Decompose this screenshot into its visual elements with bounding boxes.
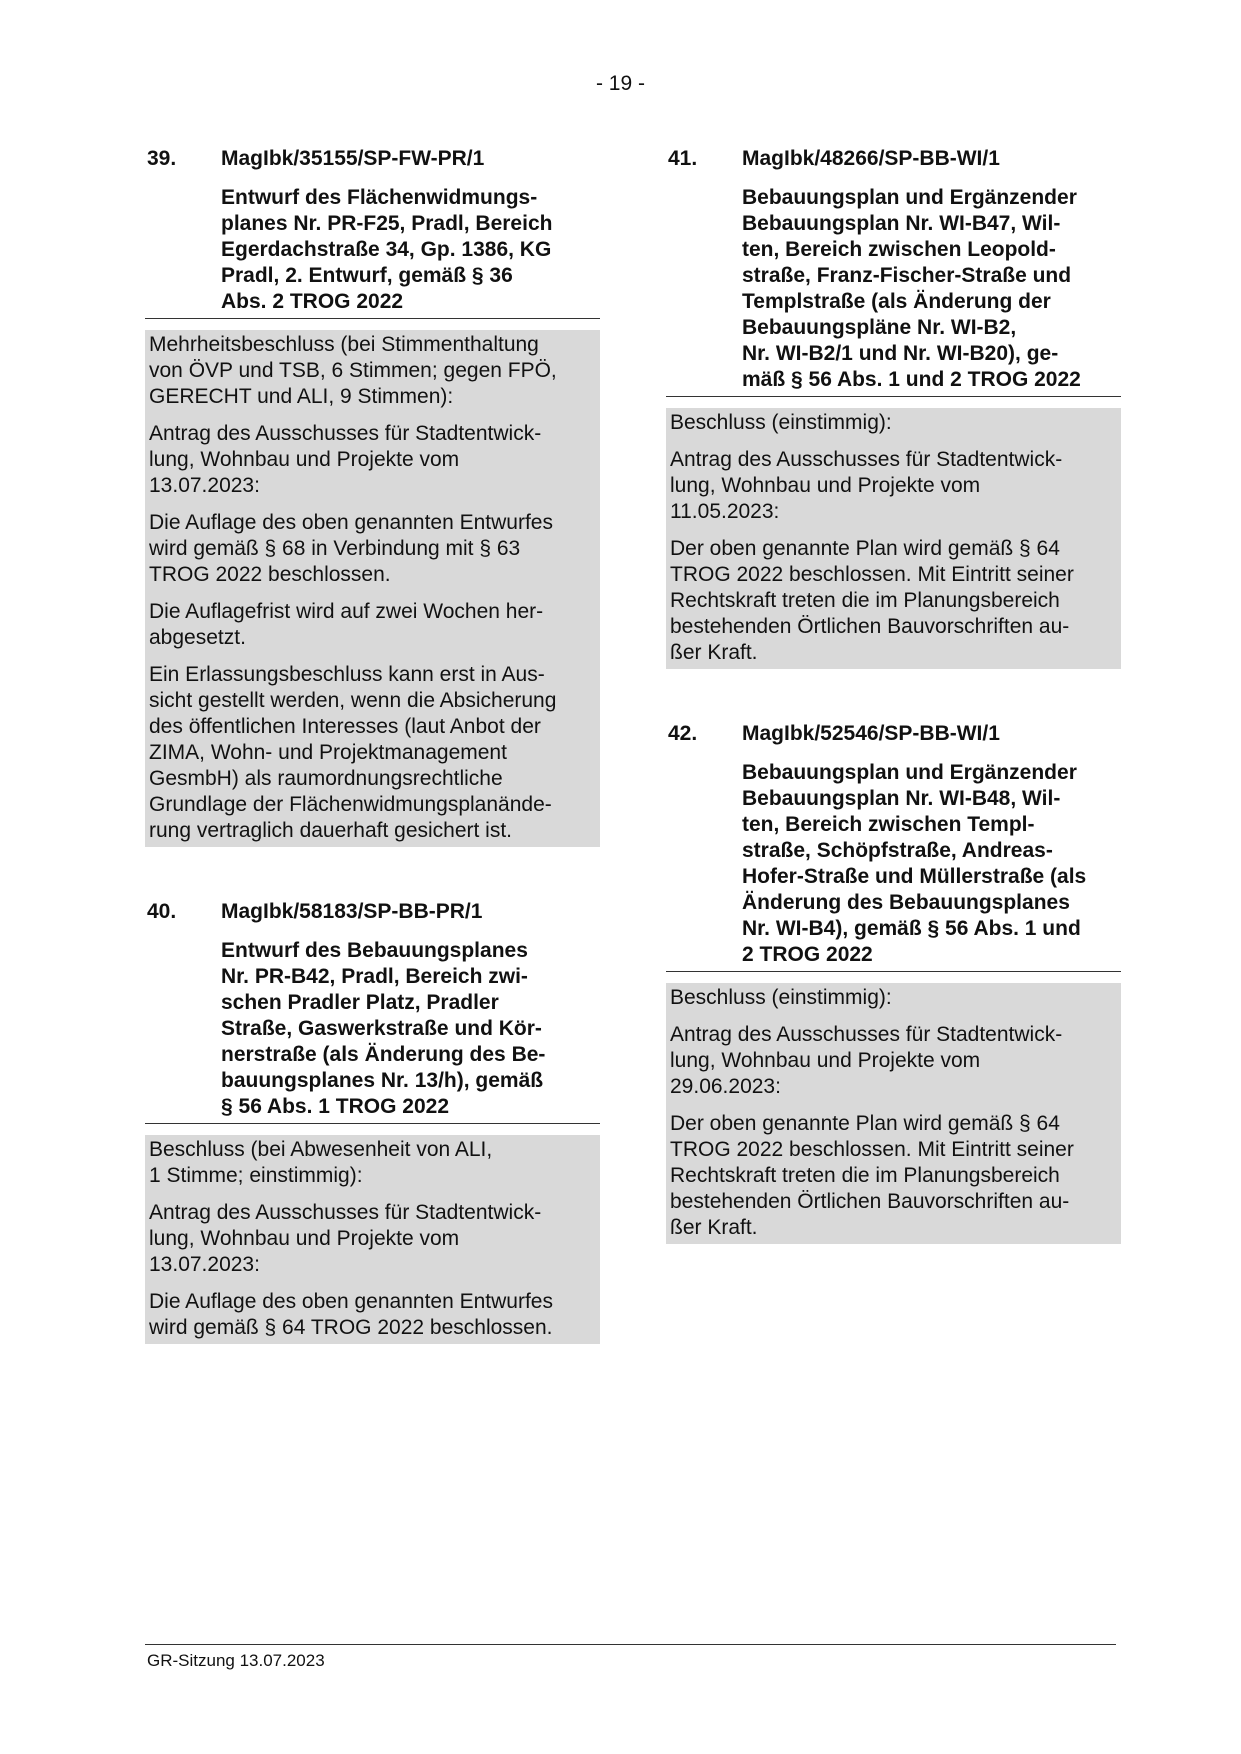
paragraph-line: Grundlage der Flächenwidmungsplanände- — [149, 793, 552, 816]
agenda-item-number: 42. — [668, 722, 698, 745]
resolution-paragraph — [670, 985, 1117, 1011]
paragraph-line: TROG 2022 beschlossen. — [149, 563, 391, 586]
paragraph-line: Mehrheitsbeschluss (bei Stimmenthaltung — [149, 333, 539, 356]
paragraph-line: TROG 2022 beschlossen. Mit Eintritt seiner — [670, 1138, 1074, 1161]
agenda-item — [666, 146, 1121, 669]
paragraph-line: TROG 2022 beschlossen. Mit Eintritt seiner — [670, 563, 1074, 586]
title-line: planes Nr. PR-F25, Pradl, Bereich — [221, 212, 553, 235]
title-line: Entwurf des Flächenwidmungs- — [221, 186, 538, 209]
paragraph-line: ßer Kraft. — [670, 641, 758, 664]
title-line: straße, Franz-Fischer-Straße und — [742, 264, 1072, 287]
footer-divider — [145, 1644, 1116, 1645]
paragraph-line: Der oben genannte Plan wird gemäß § 64 — [670, 537, 1060, 560]
paragraph-line: GERECHT und ALI, 9 Stimmen): — [149, 385, 454, 408]
paragraph-line: des öffentlichen Interesses (laut Anbot der — [149, 715, 541, 738]
title-line: Bebauungsplan und Ergänzender — [742, 186, 1077, 209]
resolution-box — [666, 983, 1121, 1244]
paragraph-line: bestehenden Örtlichen Bauvorschriften au- — [670, 1190, 1070, 1213]
title-line: Entwurf des Bebauungsplanes — [221, 939, 528, 962]
paragraph-line: Rechtskraft treten die im Planungsbereich — [670, 1164, 1060, 1187]
paragraph-line: lung, Wohnbau und Projekte vom — [670, 474, 981, 497]
agenda-item-header — [145, 899, 600, 925]
paragraph-line: 13.07.2023: — [149, 474, 260, 497]
paragraph-line: Antrag des Ausschusses für Stadtentwick- — [670, 1023, 1063, 1046]
agenda-item-reference: MagIbk/52546/SP-BB-WI/1 — [742, 722, 1000, 745]
title-line: Nr. WI-B4), gemäß § 56 Abs. 1 und — [742, 917, 1081, 940]
paragraph-line: abgesetzt. — [149, 626, 246, 649]
footer-session-date: GR-Sitzung 13.07.2023 — [147, 1651, 325, 1670]
title-line: nerstraße (als Änderung des Be- — [221, 1043, 546, 1066]
paragraph-line: lung, Wohnbau und Projekte vom — [149, 448, 460, 471]
paragraph-line: Ein Erlassungsbeschluss kann erst in Aus- — [149, 663, 545, 686]
agenda-item-reference: MagIbk/48266/SP-BB-WI/1 — [742, 147, 1000, 170]
resolution-paragraph — [149, 1200, 596, 1278]
resolution-paragraph — [149, 662, 596, 844]
paragraph-line: rung vertraglich dauerhaft gesichert ist. — [149, 819, 513, 842]
paragraph-line: Antrag des Ausschusses für Stadtentwick- — [670, 448, 1063, 471]
resolution-paragraph — [670, 447, 1117, 525]
agenda-item-number: 41. — [668, 147, 698, 170]
paragraph-line: wird gemäß § 68 in Verbindung mit § 63 — [149, 537, 521, 560]
paragraph-line: Beschluss (einstimmig): — [670, 986, 892, 1009]
title-line: schen Pradler Platz, Pradler — [221, 991, 499, 1014]
title-line: Änderung des Bebauungsplanes — [742, 891, 1070, 914]
paragraph-line: wird gemäß § 64 TROG 2022 beschlossen. — [149, 1316, 553, 1339]
title-line: Egerdachstraße 34, Gp. 1386, KG — [221, 238, 552, 261]
resolution-box — [145, 330, 600, 847]
paragraph-line: sicht gestellt werden, wenn die Absicherung — [149, 689, 557, 712]
title-line: straße, Schöpfstraße, Andreas- — [742, 839, 1053, 862]
agenda-item-title — [742, 185, 1121, 393]
title-line: Straße, Gaswerkstraße und Kör- — [221, 1017, 542, 1040]
resolution-paragraph — [149, 599, 596, 651]
title-line: Bebauungsplan Nr. WI-B47, Wil- — [742, 212, 1061, 235]
paragraph-line: Antrag des Ausschusses für Stadtentwick- — [149, 1201, 542, 1224]
paragraph-line: Beschluss (bei Abwesenheit von ALI, — [149, 1138, 493, 1161]
agenda-item-header — [666, 146, 1121, 172]
title-line: Bebauungsplan Nr. WI-B48, Wil- — [742, 787, 1061, 810]
paragraph-line: bestehenden Örtlichen Bauvorschriften au- — [670, 615, 1070, 638]
title-line: Bebauungspläne Nr. WI-B2, — [742, 316, 1017, 339]
title-line: Pradl, 2. Entwurf, gemäß § 36 — [221, 264, 513, 287]
page-number: - 19 - — [595, 72, 645, 95]
resolution-paragraph — [670, 1022, 1117, 1100]
paragraph-line: lung, Wohnbau und Projekte vom — [149, 1227, 460, 1250]
agenda-item-reference: MagIbk/58183/SP-BB-PR/1 — [221, 900, 483, 923]
title-line: mäß § 56 Abs. 1 und 2 TROG 2022 — [742, 368, 1081, 391]
paragraph-line: 13.07.2023: — [149, 1253, 260, 1276]
paragraph-line: Antrag des Ausschusses für Stadtentwick- — [149, 422, 542, 445]
paragraph-line: Die Auflage des oben genannten Entwurfes — [149, 1290, 553, 1313]
title-line: ten, Bereich zwischen Leopold- — [742, 238, 1056, 261]
agenda-item-title-block — [145, 938, 600, 1124]
agenda-item-number: 40. — [147, 900, 177, 923]
title-line: Nr. PR-B42, Pradl, Bereich zwi- — [221, 965, 528, 988]
paragraph-line: Die Auflage des oben genannten Entwurfes — [149, 511, 553, 534]
resolution-paragraph — [149, 332, 596, 410]
agenda-item-title-block — [666, 760, 1121, 972]
paragraph-line: ZIMA, Wohn- und Projektmanagement — [149, 741, 507, 764]
resolution-box — [145, 1135, 600, 1344]
agenda-item-number: 39. — [147, 147, 177, 170]
agenda-item-title — [221, 938, 600, 1120]
title-line: Templstraße (als Änderung der — [742, 290, 1051, 313]
resolution-paragraph — [670, 536, 1117, 666]
title-line: § 56 Abs. 1 TROG 2022 — [221, 1095, 449, 1118]
agenda-item-title — [221, 185, 600, 315]
paragraph-line: 11.05.2023: — [670, 500, 780, 523]
agenda-item — [666, 721, 1121, 1244]
resolution-paragraph — [149, 510, 596, 588]
agenda-item — [145, 146, 600, 847]
resolution-paragraph — [149, 1137, 596, 1189]
paragraph-line: 1 Stimme; einstimmig): — [149, 1164, 363, 1187]
paragraph-line: GesmbH) als raumordnungsrechtliche — [149, 767, 503, 790]
title-line: ten, Bereich zwischen Templ- — [742, 813, 1035, 836]
paragraph-line: von ÖVP und TSB, 6 Stimmen; gegen FPÖ, — [149, 359, 557, 382]
agenda-item-header — [145, 146, 600, 172]
agenda-item-header — [666, 721, 1121, 747]
paragraph-line: lung, Wohnbau und Projekte vom — [670, 1049, 981, 1072]
agenda-item — [145, 899, 600, 1344]
resolution-paragraph — [670, 1111, 1117, 1241]
resolution-paragraph — [149, 421, 596, 499]
resolution-paragraph — [149, 1289, 596, 1341]
agenda-item-title-block — [666, 185, 1121, 397]
title-line: Bebauungsplan und Ergänzender — [742, 761, 1077, 784]
title-line: Abs. 2 TROG 2022 — [221, 290, 404, 313]
agenda-item-reference: MagIbk/35155/SP-FW-PR/1 — [221, 147, 485, 170]
paragraph-line: Die Auflagefrist wird auf zwei Wochen her- — [149, 600, 544, 623]
agenda-item-title — [742, 760, 1121, 968]
agenda-item-title-block — [145, 185, 600, 319]
paragraph-line: Der oben genannte Plan wird gemäß § 64 — [670, 1112, 1060, 1135]
resolution-box — [666, 408, 1121, 669]
resolution-paragraph — [670, 410, 1117, 436]
title-line: 2 TROG 2022 — [742, 943, 873, 966]
left-column — [145, 146, 600, 1344]
paragraph-line: ßer Kraft. — [670, 1216, 758, 1239]
title-line: Nr. WI-B2/1 und Nr. WI-B20), ge- — [742, 342, 1059, 365]
paragraph-line: Beschluss (einstimmig): — [670, 411, 892, 434]
right-column — [666, 146, 1121, 1244]
title-line: Hofer-Straße und Müllerstraße (als — [742, 865, 1087, 888]
paragraph-line: Rechtskraft treten die im Planungsbereich — [670, 589, 1060, 612]
paragraph-line: 29.06.2023: — [670, 1075, 781, 1098]
title-line: bauungsplanes Nr. 13/h), gemäß — [221, 1069, 544, 1092]
